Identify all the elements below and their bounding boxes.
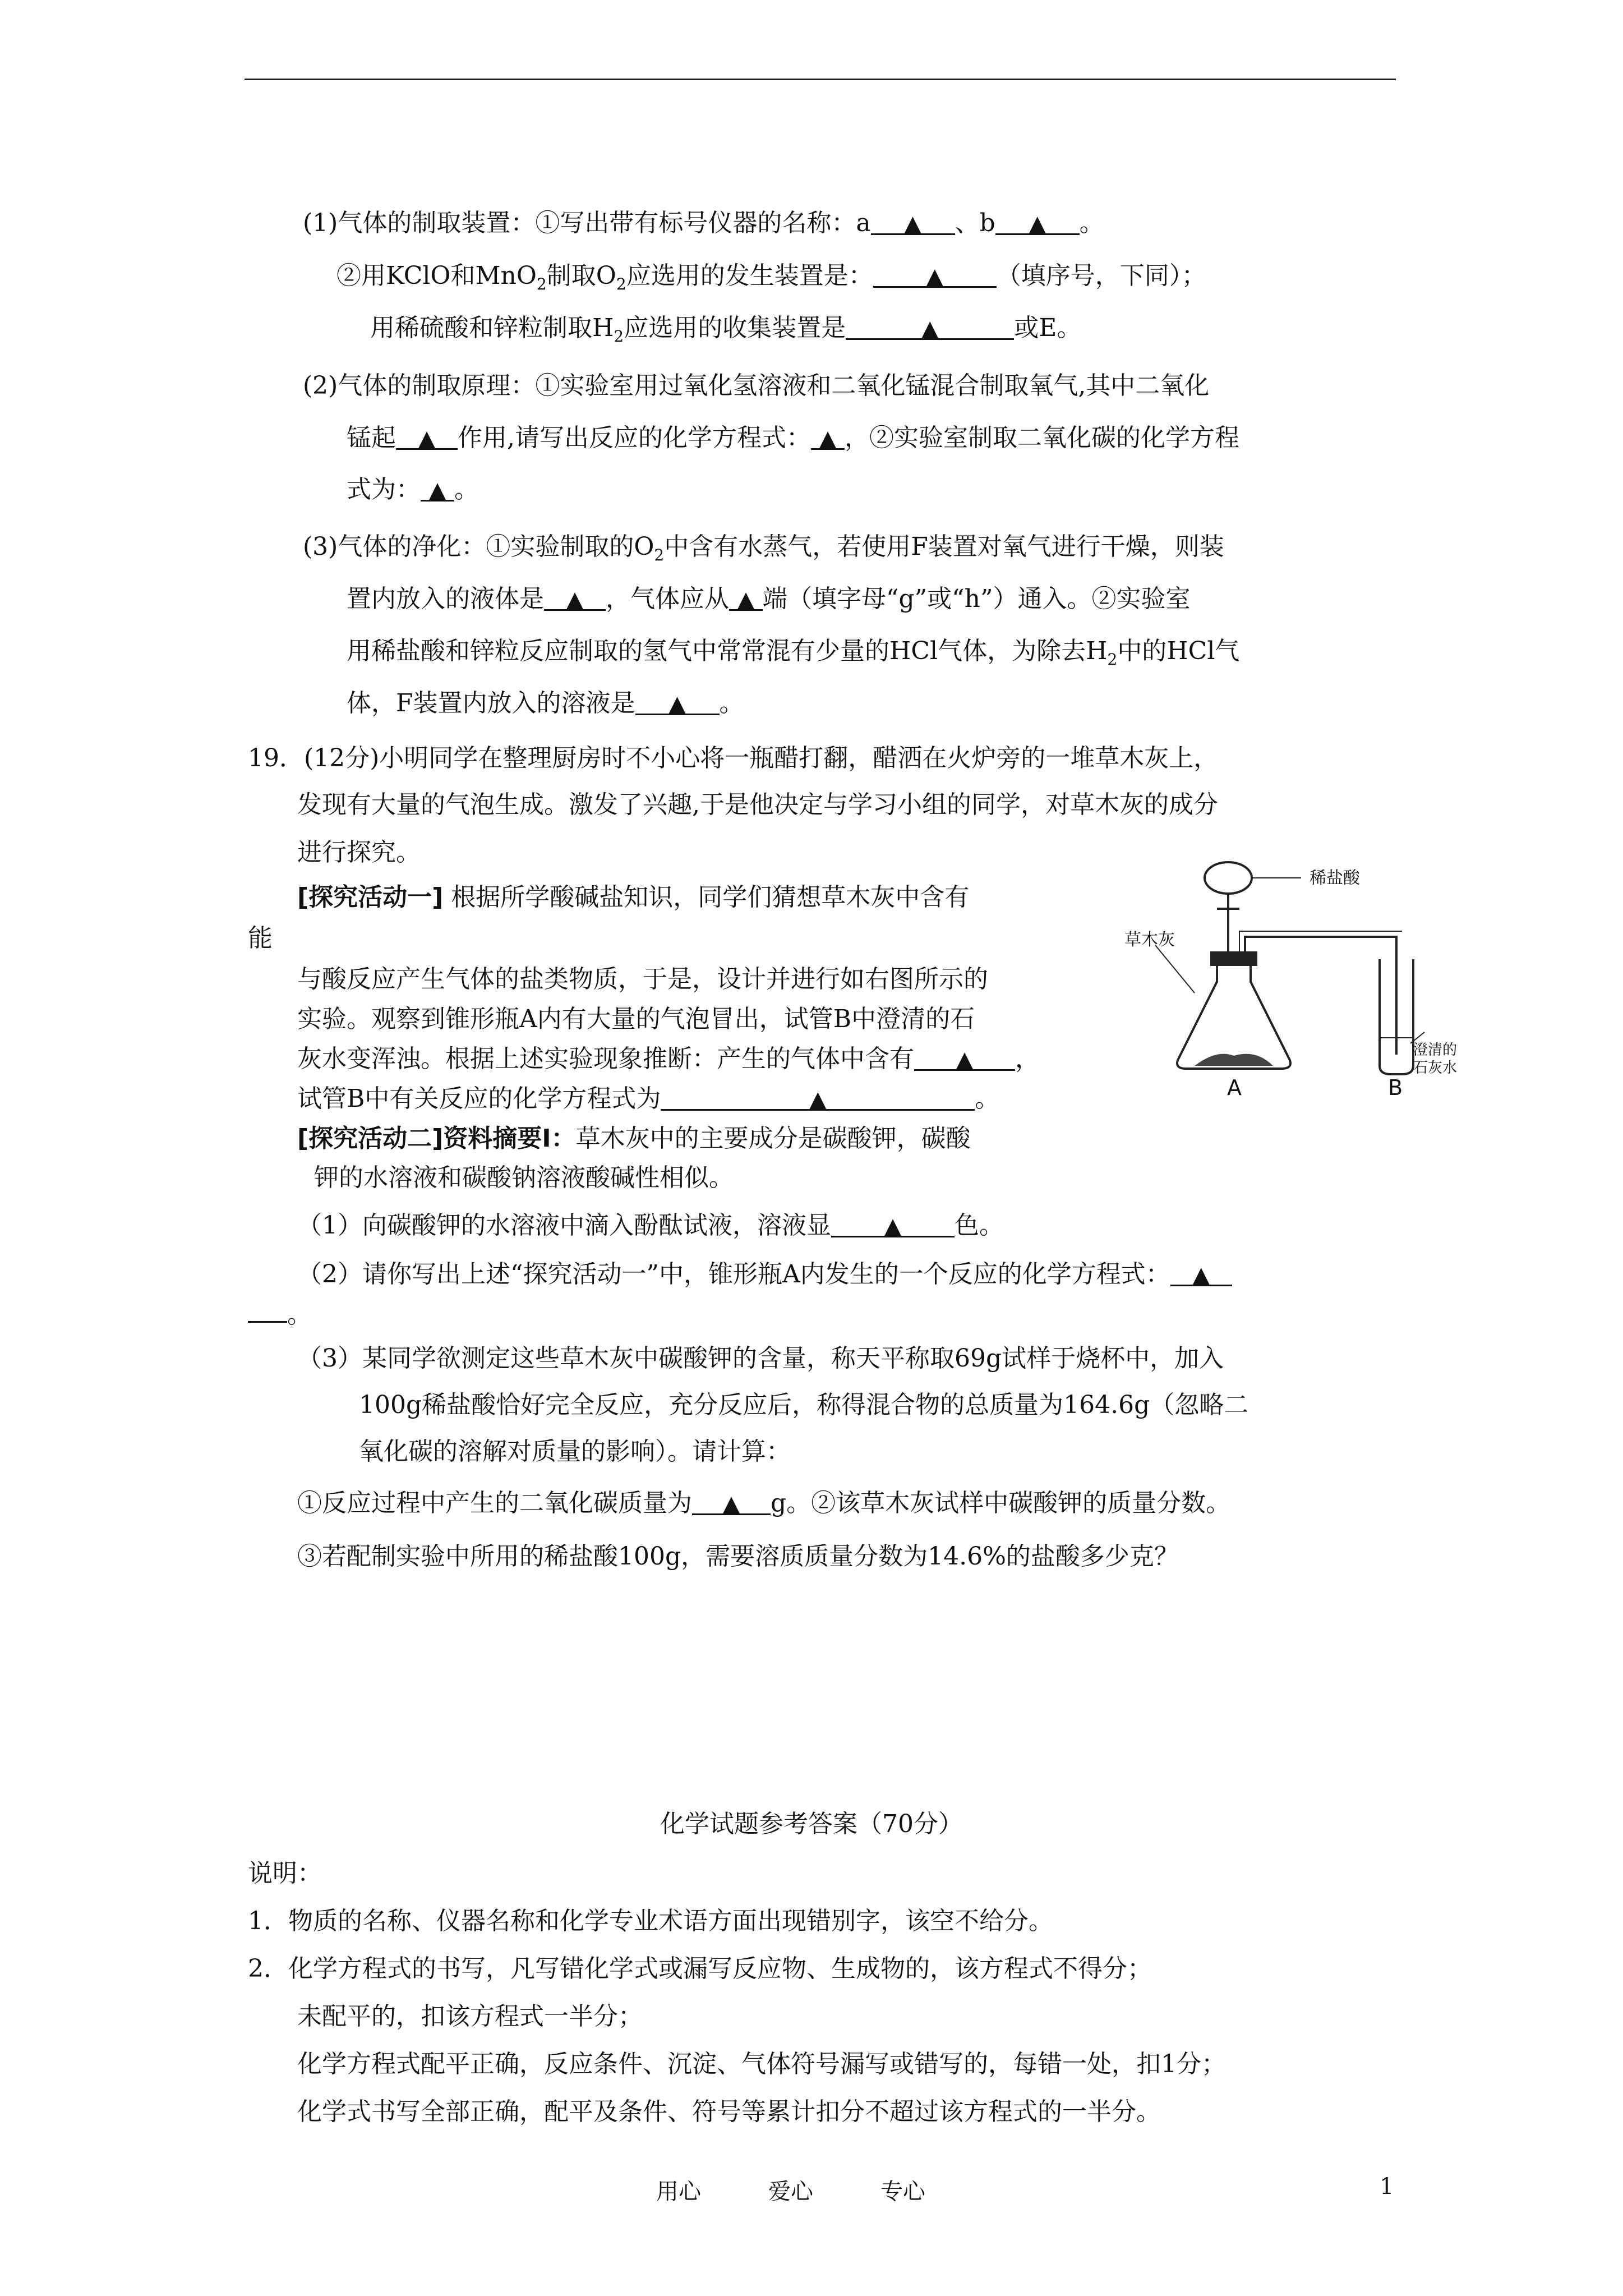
label-lime-2: 石灰水 (1413, 1060, 1458, 1076)
calc-1: ①反应过程中产生的二氧化碳质量为 ▲ g。②该草木灰试样中碳酸钾的质量分数。 (297, 1487, 1230, 1520)
label-tube-B: B (1388, 1075, 1403, 1100)
rule-1: 1．物质的名称、仪器名称和化学专业术语方面出现错别字，该空不给分。 (248, 1907, 1053, 1935)
page-number: 1 (1380, 2174, 1394, 2200)
answer-blank[interactable]: ▲ (995, 206, 1080, 235)
activity1-line1: [探究活动一] 根据所学酸碱盐知识，同学们猜想草木灰中含有 (297, 883, 970, 912)
activity1-line6: 试管B中有关反应的化学方程式为 ▲ 。 (297, 1082, 999, 1116)
answer-blank[interactable]: ▲ (873, 259, 997, 288)
activity1-line5: 灰水变浑浊。根据上述实验现象推断：产生的气体中含有 ▲ ， (297, 1042, 1040, 1076)
q18-part1-line3: 用稀硫酸和锌粒制取$H_2$应选用的收集装置是 ▲ 或E。 (370, 311, 1081, 353)
rule-2c: 化学方程式配平正确，反应条件、沉淀、气体符号漏写或错写的，每错一处，扣1分； (297, 2050, 1226, 2078)
answer-blank[interactable]: ▲ (661, 1082, 975, 1111)
activity1-line4: 实验。观察到锥形瓶A内有大量的气泡冒出，试管B中澄清的石 (297, 1005, 975, 1033)
rule-2d: 化学式书写全部正确，配平及条件、符号等累计扣分不超过该方程式的一半分。 (297, 2097, 1161, 2126)
funnel-bulb (1205, 862, 1252, 894)
answer-blank[interactable]: ▲ (692, 1487, 771, 1515)
sub-q3-line3: 氧化碳的溶解对质量的影响）。请计算： (359, 1437, 791, 1466)
q18-part2-line2: 锰起 ▲ 作用,请写出反应的化学方程式： ▲ ，②实验室制取二氧化碳的化学方程 (347, 421, 1239, 455)
answer-blank[interactable]: ▲ (846, 311, 1014, 340)
q18-part3-line4: 体，F装置内放入的溶液是 ▲ 。 (347, 687, 744, 720)
answer-blank[interactable]: ▲ (421, 473, 454, 501)
footer-left: 用心 (656, 2179, 701, 2205)
sub-q1: （1）向碳酸钾的水溶液中滴入酚酞试液，溶液显 ▲ 色。 (297, 1209, 1004, 1243)
ash-pile (1195, 1054, 1273, 1066)
answer-blank[interactable]: ▲ (831, 1209, 955, 1237)
answer-blank[interactable]: ▲ (396, 421, 458, 450)
q19-line3: 进行探究。 (297, 838, 421, 867)
sub-q3-line2: 100g稀盐酸恰好完全反应，充分反应后，称得混合物的总质量为164.6g（忽略二 (359, 1391, 1249, 1419)
rule-2: 2．化学方程式的书写，凡写错化学式或漏写反应物、生成物的，该方程式不得分； (248, 1954, 1152, 1983)
footer-right: 专心 (880, 2179, 925, 2205)
answer-blank[interactable]: ▲ (1170, 1258, 1232, 1286)
q18-part1-line2: ②用KClO和MnO$_2$制取$O_2$应选用的发生装置是： ▲ （填序号，下同）； (336, 259, 1206, 301)
sub-q2-line1: （2）请你写出上述“探究活动一”中，锥形瓶A内发生的一个反应的化学方程式： ▲ (297, 1258, 1232, 1291)
answer-blank[interactable]: ▲ (811, 421, 845, 450)
activity1-line2: 能 (248, 924, 273, 953)
apparatus-figure (1124, 853, 1458, 1100)
footer-mid: 爱心 (768, 2179, 813, 2205)
answer-blank[interactable]: ▲ (914, 1042, 1015, 1071)
answer-blank[interactable]: ▲ (544, 582, 606, 611)
calc-3: ③若配制实验中所用的稀盐酸100g，需要溶质质量分数为14.6%的盐酸多少克？ (297, 1542, 1179, 1571)
q18-part3-line2: 置内放入的液体是 ▲ ，气体应从 ▲ 端（填字母“g”或“h”）通入。②实验室 (347, 582, 1190, 616)
header-rule (245, 79, 1396, 80)
answer-note: 说明： (248, 1859, 322, 1888)
answer-key-title: 化学试题参考答案（70分） (660, 1810, 963, 1838)
label-ash: 草木灰 (1124, 930, 1175, 950)
activity1-line3: 与酸反应产生气体的盐类物质，于是，设计并进行如右图所示的 (297, 965, 988, 993)
q19-line1: 19．(12分)小明同学在整理厨房时不小心将一瓶醋打翻，醋洒在火炉旁的一堆草木灰上， (248, 744, 1219, 772)
q19-line2: 发现有大量的气泡生成。激发了兴趣,于是他决定与学习小组的同学，对草木灰的成分 (297, 790, 1218, 819)
sub-q3-line1: （3）某同学欲测定这些草木灰中碳酸钾的含量，称天平称取69g试样于烧杯中，加入 (297, 1344, 1224, 1373)
answer-blank-cont[interactable] (248, 1294, 287, 1323)
sub-q2-line2: 。 (248, 1294, 312, 1332)
answer-blank[interactable]: ▲ (871, 206, 955, 235)
label-acid: 稀盐酸 (1310, 868, 1360, 888)
activity2-line1: [探究活动二]资料摘要Ⅰ：草木灰中的主要成分是碳酸钾，碳酸 (297, 1124, 971, 1153)
answer-blank[interactable]: ▲ (635, 687, 720, 715)
q18-part1-line1: (1)气体的制取装置：①写出带有标号仪器的名称：a ▲ 、b ▲ 。 (303, 206, 1104, 240)
label-flask-A: A (1227, 1075, 1242, 1100)
q18-part2-line1: (2)气体的制取原理：①实验室用过氧化氢溶液和二氧化锰混合制取氧气,其中二氧化 (303, 371, 1210, 400)
q18-part3-line1: (3)气体的净化：①实验制取的$O_2$中含有水蒸气，若使用F装置对氧气进行干燥，则装 (303, 532, 1224, 564)
label-lime-1: 澄清的 (1413, 1042, 1458, 1059)
activity2-line2: 钾的水溶液和碳酸钠溶液酸碱性相似。 (314, 1163, 734, 1192)
flask-stopper (1211, 953, 1256, 965)
q18-part3-line3: 用稀盐酸和锌粒反应制取的氢气中常常混有少量的HCl气体，为除去$H_2$中的HCl气 (347, 637, 1240, 669)
answer-blank[interactable]: ▲ (729, 582, 763, 611)
rule-2b: 未配平的，扣该方程式一半分； (297, 2002, 643, 2031)
conical-flask (1177, 954, 1290, 1069)
q18-part2-line3: 式为： ▲ 。 (347, 473, 479, 507)
